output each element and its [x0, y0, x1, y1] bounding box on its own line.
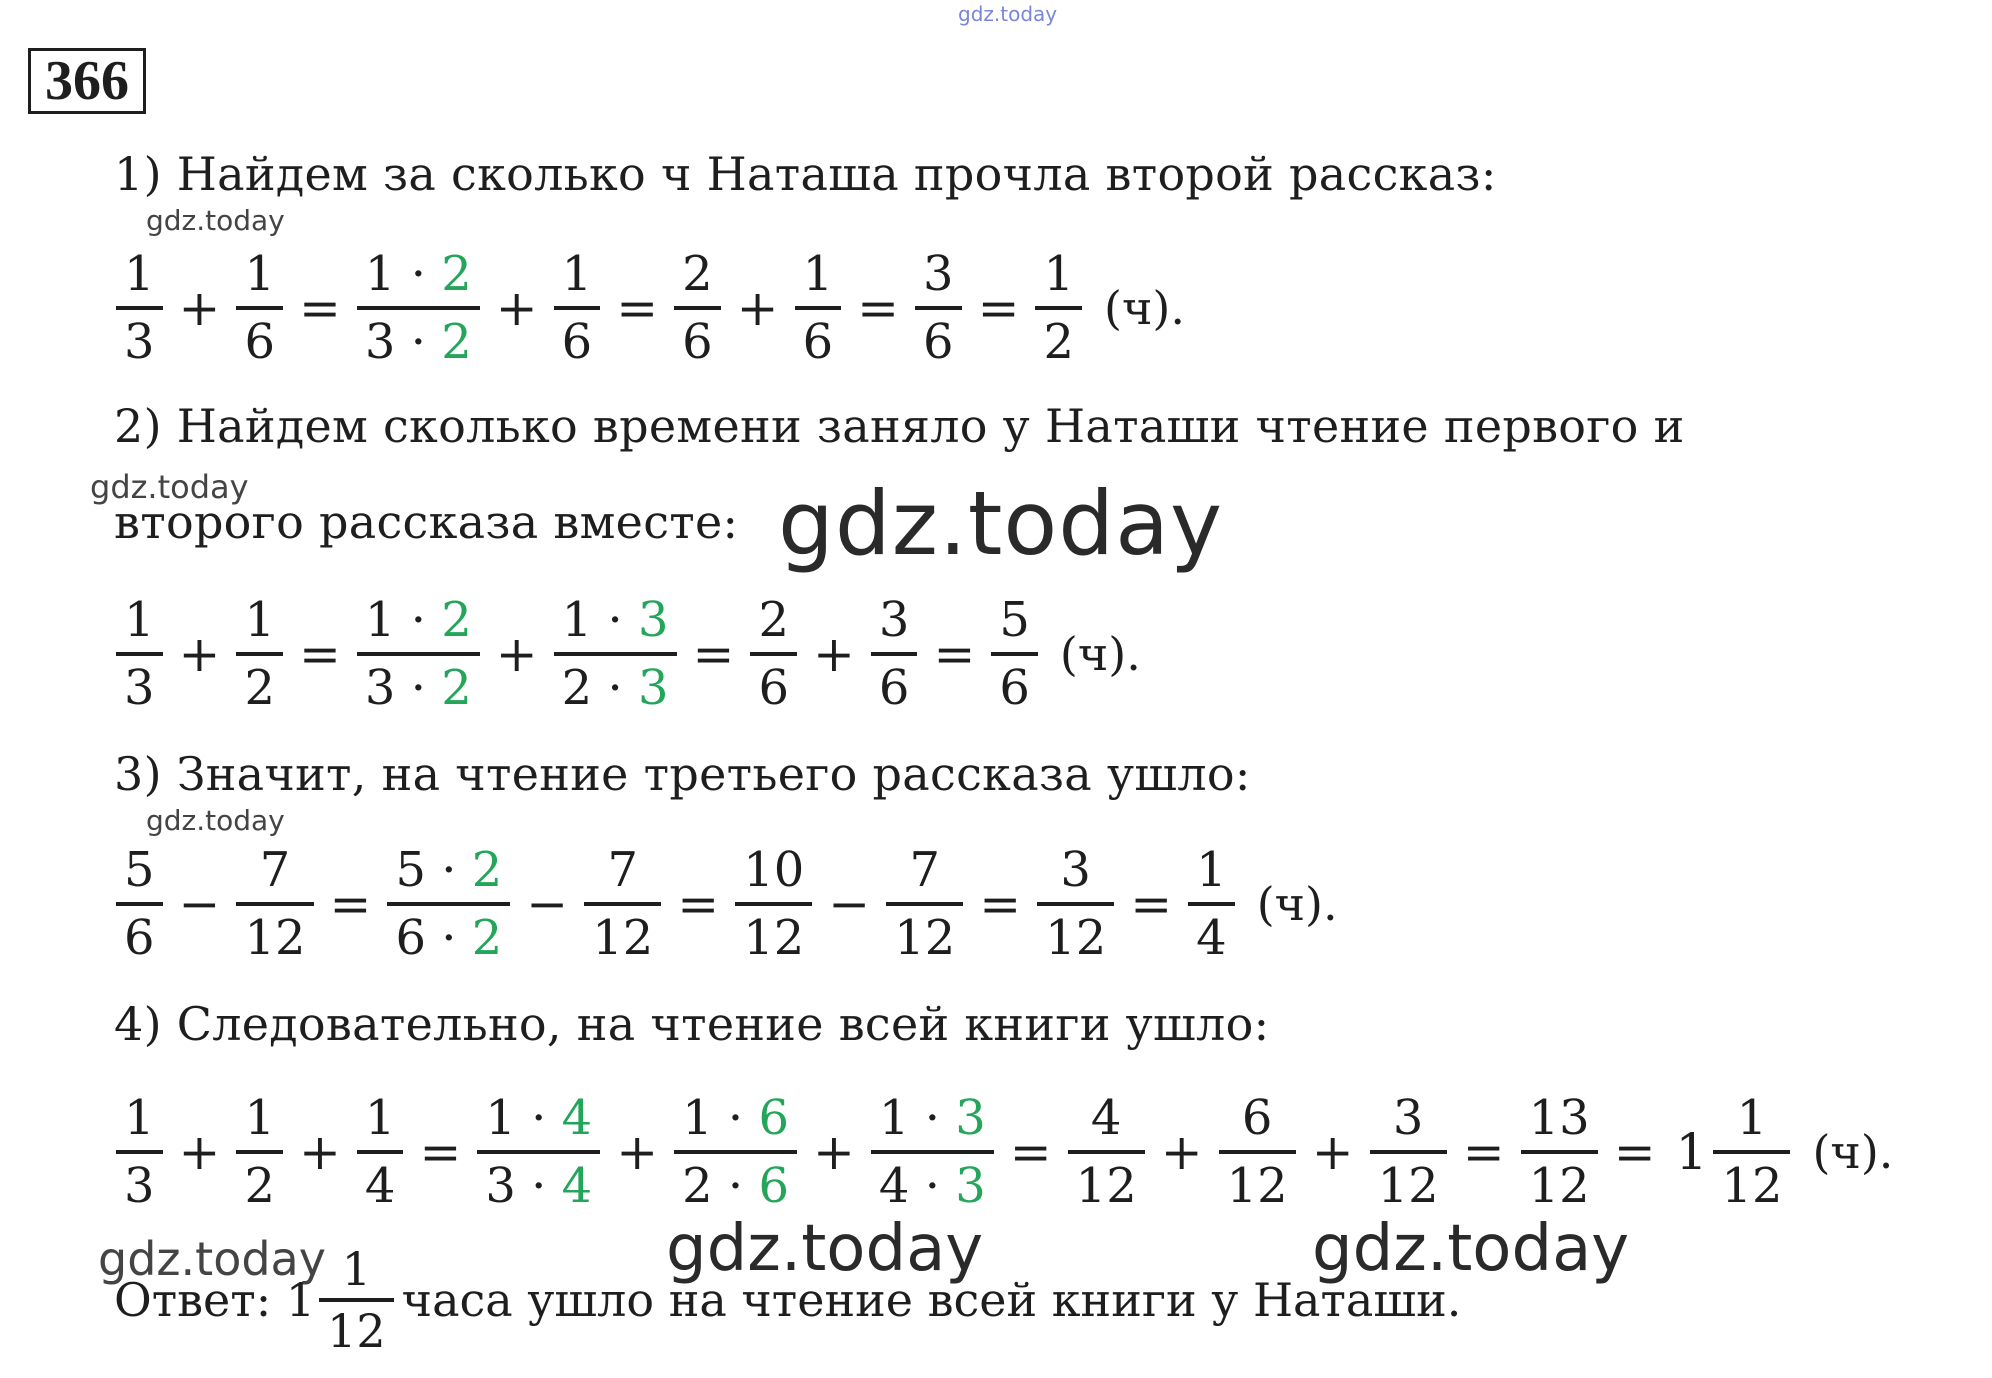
unit-label: (ч).	[1104, 281, 1185, 335]
step-3-text: 3) Значит, на чтение третьего рассказа ушло:	[114, 747, 1251, 801]
unit-label: (ч).	[1812, 1125, 1894, 1179]
fraction: $\frac{5 \cdot 2}{6 \cdot 2}$	[387, 838, 510, 970]
fraction: $\frac{3}{6}$	[871, 588, 918, 720]
equals-sign: =	[616, 279, 659, 337]
operator: −	[526, 875, 569, 933]
equals-sign: =	[1130, 875, 1173, 933]
unit-label: (ч).	[1059, 627, 1141, 681]
equals-sign: =	[419, 1123, 462, 1181]
answer-line	[114, 1240, 1461, 1360]
fraction: $\frac{1}{3}$	[116, 588, 163, 720]
fraction: $\frac{10}{12}$	[735, 838, 812, 970]
equals-sign: =	[299, 625, 341, 683]
equals-sign: =	[979, 875, 1022, 933]
fraction: $\frac{5}{6}$	[991, 588, 1038, 720]
equation-3	[110, 816, 1338, 992]
operator: +	[495, 279, 538, 337]
answer-prefix: Ответ: 1	[114, 1273, 316, 1327]
fraction: $\frac{1}{6}$	[795, 242, 842, 374]
fraction: $\frac{1 \cdot 3}{4 \cdot 3}$	[871, 1086, 994, 1218]
fraction: $\frac{1}{2}$	[236, 588, 283, 720]
fraction: $\frac{1}{4}$	[1188, 838, 1235, 970]
operator: +	[736, 279, 779, 337]
operator: +	[616, 1123, 659, 1181]
watermark-medium: gdz.today	[98, 1232, 326, 1286]
fraction: $\frac{2}{6}$	[674, 242, 721, 374]
equals-sign: =	[1613, 1123, 1656, 1181]
fraction: $\frac{7}{12}$	[584, 838, 661, 970]
operator: +	[812, 1123, 855, 1181]
fraction: $\frac{13}{12}$	[1521, 1086, 1598, 1218]
watermark-small: gdz.today	[146, 804, 285, 837]
step-2-text-line1: 2) Найдем сколько времени заняло у Наташи чтение первого и	[114, 399, 1685, 453]
operator: +	[178, 279, 221, 337]
fraction: $\frac{3}{6}$	[915, 242, 962, 374]
operator: −	[178, 875, 221, 933]
fraction: $\frac{1}{6}$	[236, 242, 283, 374]
equals-sign: =	[1462, 1123, 1505, 1181]
step-1-text: 1) Найдем за сколько ч Наташа прочла второй рассказ:	[114, 147, 1497, 201]
operator: +	[178, 1123, 221, 1181]
task-number: 366	[28, 48, 146, 114]
whole-part: 1	[1675, 1123, 1708, 1181]
operator: +	[812, 625, 855, 683]
equals-sign: =	[1009, 1123, 1052, 1181]
equals-sign: =	[677, 875, 720, 933]
operator: +	[299, 1123, 341, 1181]
fraction: $\frac{1}{12}$	[1713, 1086, 1790, 1218]
equals-sign: =	[329, 875, 372, 933]
watermark-small: gdz.today	[90, 468, 249, 506]
fraction: $\frac{1}{6}$	[554, 242, 601, 374]
fraction: $\frac{7}{12}$	[236, 838, 313, 970]
watermark-large: gdz.today	[778, 472, 1224, 575]
equals-sign: =	[857, 279, 900, 337]
operator: +	[495, 625, 538, 683]
operator: +	[178, 625, 221, 683]
fraction: $\frac{2}{6}$	[750, 588, 797, 720]
step-4-text: 4) Следовательно, на чтение всей книги ушло:	[114, 997, 1270, 1051]
fraction: $\frac{4}{12}$	[1068, 1086, 1145, 1218]
equals-sign: =	[977, 279, 1020, 337]
unit-label: (ч).	[1256, 877, 1338, 931]
fraction: $\frac{1}{3}$	[116, 242, 163, 374]
fraction: $\frac{1}{3}$	[116, 1086, 163, 1218]
fraction: $\frac{1}{2}$	[236, 1086, 283, 1218]
equation-1	[110, 220, 1185, 396]
watermark-large: gdz.today	[666, 1212, 984, 1286]
fraction: $\frac{1 \cdot 2}{3 \cdot 2}$	[357, 588, 480, 720]
equals-sign: =	[692, 625, 735, 683]
operator: +	[1311, 1123, 1354, 1181]
fraction: $\frac{1 \cdot 4}{3 \cdot 4}$	[477, 1086, 600, 1218]
fraction: $\frac{3}{12}$	[1370, 1086, 1447, 1218]
fraction: $\frac{3}{12}$	[1037, 838, 1114, 970]
watermark-large: gdz.today	[1312, 1212, 1630, 1286]
step-2-text-line2: второго рассказа вместе:	[114, 495, 739, 549]
operator: +	[1160, 1123, 1203, 1181]
fraction: $\frac{1 \cdot 2}{3 \cdot 2}$	[357, 242, 480, 374]
fraction: $\frac{1}{4}$	[357, 1086, 404, 1218]
fraction: $\frac{1 \cdot 3}{2 \cdot 3}$	[554, 588, 677, 720]
fraction: $\frac{6}{12}$	[1219, 1086, 1296, 1218]
answer-suffix: часа ушло на чтение всей книги у Наташи.	[401, 1273, 1462, 1327]
fraction: $\frac{1}{2}$	[1035, 242, 1082, 374]
operator: −	[828, 875, 871, 933]
fraction: $\frac{1 \cdot 6}{2 \cdot 6}$	[674, 1086, 797, 1218]
fraction: $\frac{7}{12}$	[886, 838, 963, 970]
equation-2	[110, 566, 1141, 742]
fraction: $\frac{5}{6}$	[116, 838, 163, 970]
equals-sign: =	[933, 625, 976, 683]
watermark-small: gdz.today	[146, 204, 285, 237]
equals-sign: =	[299, 279, 341, 337]
watermark-top: gdz.today	[958, 2, 1058, 26]
answer-fraction: $\frac{1}{12}$	[319, 1240, 394, 1360]
